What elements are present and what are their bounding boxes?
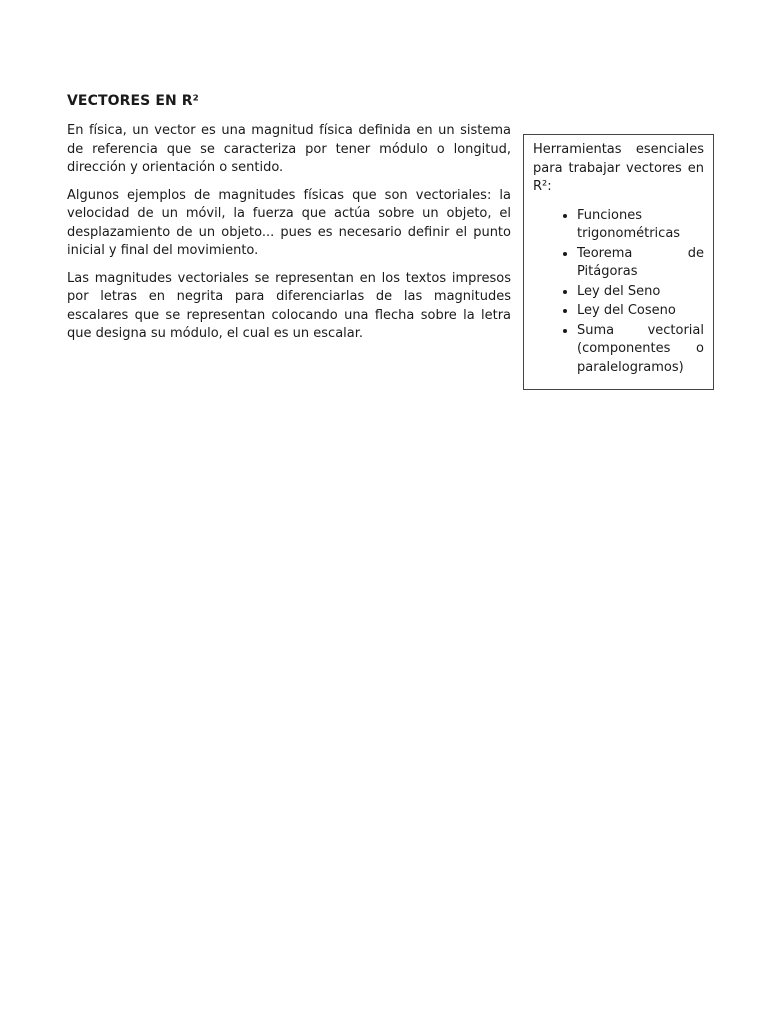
- list-item: • Suma vectorial (componentes o paralelogramos): [577, 321, 704, 378]
- sidebox-intro: Herramientas esenciales para trabajar vectores en R²:: [533, 142, 704, 194]
- tools-sidebox: [523, 134, 714, 390]
- paragraph-representation: Las magnitudes vectoriales se representan en los textos impresos por letras en negrita para diferenciarlas de las magnitudes escalares que se representan colocando una flecha sobre la letra que designa su módulo, el cual es un escalar.: [67, 270, 511, 341]
- list-item: • Ley del Seno: [577, 282, 704, 302]
- main-text-column: [67, 122, 511, 353]
- paragraph-examples: Algunos ejemplos de magnitudes físicas que son vectoriales: la velocidad de un móvil, la fuerza que actúa sobre un objeto, el desplazamiento de un objeto... pues es necesario definir el punto inicial y final del movimiento.: [67, 187, 511, 258]
- list-item: • Funciones trigonométricas: [577, 206, 704, 244]
- list-item: • Teorema de Pitágoras: [577, 244, 704, 282]
- list-item: • Ley del Coseno: [577, 301, 704, 321]
- page-title: VECTORES EN R²: [67, 93, 199, 109]
- paragraph-definition: En física, un vector es una magnitud física definida en un sistema de referencia que se caracteriza por tener módulo o longitud, dirección y orientación o sentido.: [67, 123, 511, 175]
- tools-list: [533, 206, 704, 378]
